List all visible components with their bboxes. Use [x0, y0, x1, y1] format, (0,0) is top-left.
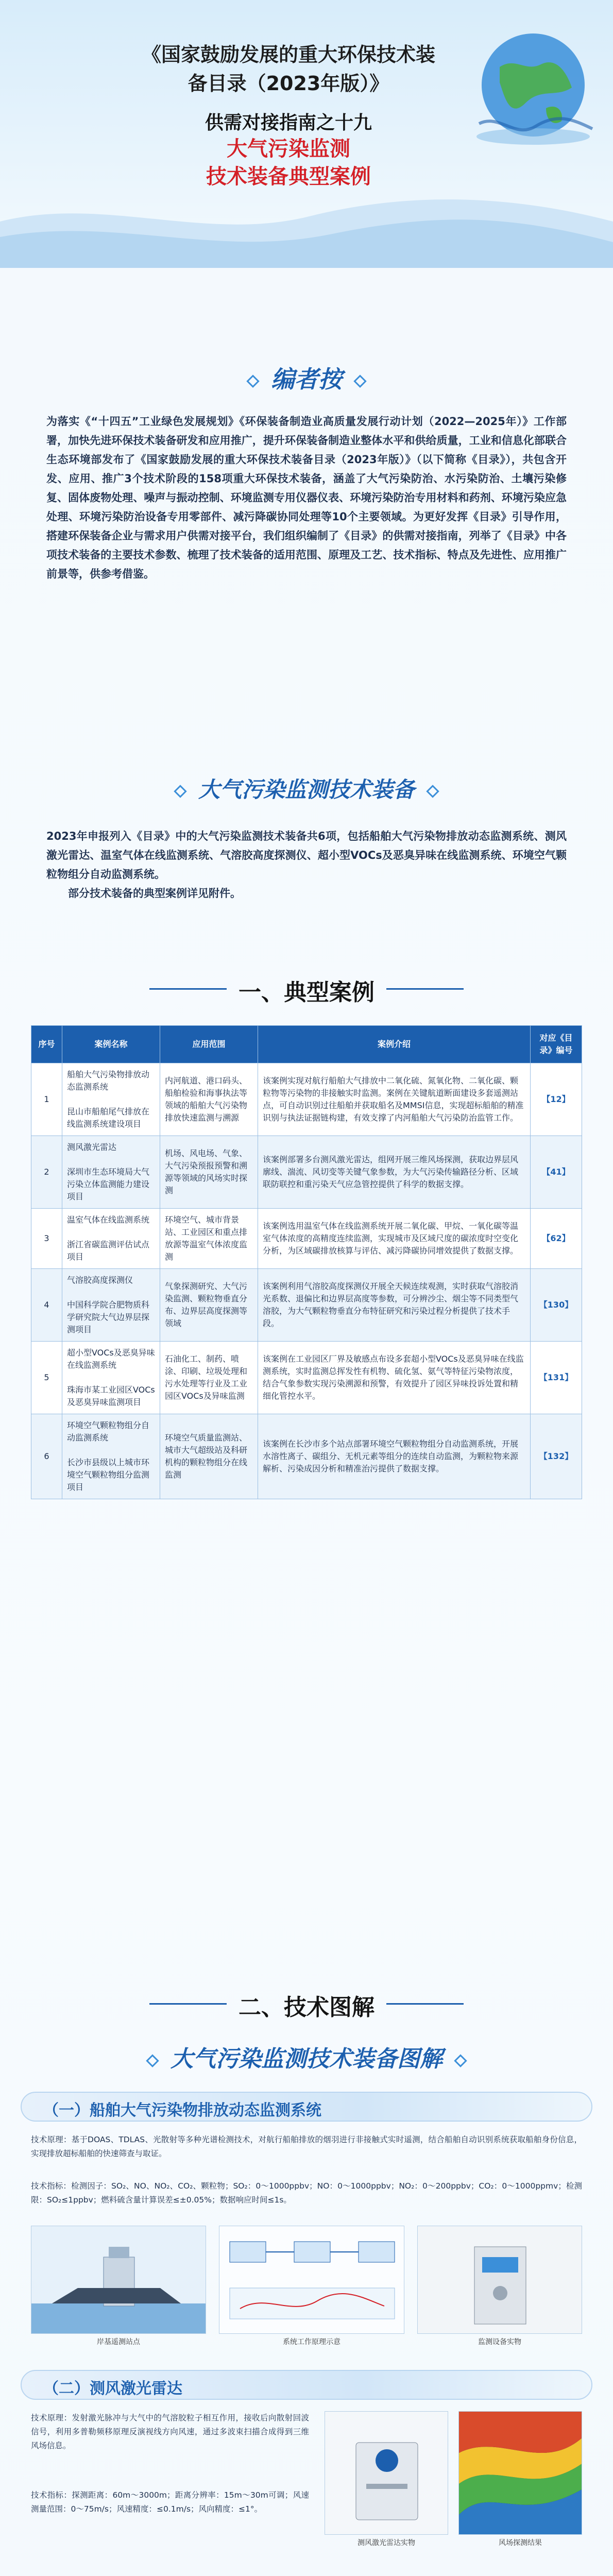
part1-heading: 一、典型案例 — [239, 979, 374, 1006]
table-row — [31, 1269, 582, 1342]
col-header: 案例名称 — [62, 1026, 160, 1063]
row-number: 1 — [31, 1063, 62, 1136]
table-row — [31, 1063, 582, 1136]
col-header: 对应《目录》编号 — [531, 1026, 582, 1063]
table-row — [31, 1209, 582, 1269]
application-scope: 石油化工、制药、喷涂、印刷、垃圾处理和污水处理等行业及工业园区VOCs及异味监测 — [160, 1342, 258, 1414]
application-scope: 环境空气质量监测站、城市大气超级站及科研机构的颗粒物组分在线监测 — [160, 1414, 258, 1499]
application-scope: 内河航道、港口码头、船舶检验和海事执法等领域的船舶大气污染物排放快速监测与溯源 — [160, 1063, 258, 1136]
tech-intro-paragraph-2: 部分技术装备的典型案例详见附件。 — [68, 887, 241, 900]
case-introduction: 该案例实现对航行船舶大气排放中二氧化硫、氮氧化物、二氧化碳、颗粒物等污染物的非接触实时监测。案例在关键航道断面建设多套遥测站点，可自动识别过往船舶并获取船名及MMSI信息，实现超标船舶的精准识别与执法证据链构建，有效支撑了内河船舶大气污染防治监管工作。 — [258, 1063, 531, 1136]
section-2-bar — [21, 2370, 592, 2400]
section-2-image-2 — [458, 2411, 582, 2535]
section-1-specs: 技术指标：检测因子：SO₂、NO、NO₂、CO₂、颗粒物；SO₂：0～1000ppbv；NO：0～1000ppbv；NO₂：0～200ppbv；CO₂：0～1000ppmv；检测限：SO₂≤1ppbv；燃料硫含量计算误差≤±0.05%；数据响应时间≤1s。 — [31, 2181, 582, 2205]
section-1-image-2 — [219, 2226, 404, 2334]
table-row — [31, 1414, 582, 1499]
section-2-specs: 技术指标：探测距离：60m～3000m；距离分辨率：15m～30m可调；风速测量范围：0～75m/s；风速精度：≤0.1m/s；风向精度：≤1°。 — [31, 2490, 309, 2514]
row-number: 3 — [31, 1209, 62, 1269]
diamond-icon — [174, 785, 186, 798]
catalog-number: 【130】 — [531, 1269, 582, 1342]
section-1-image-3 — [417, 2226, 582, 2334]
table-header-row — [31, 1026, 582, 1063]
row-number: 6 — [31, 1414, 62, 1499]
section-1-caption-1: 岸基遥测站点 — [97, 2338, 140, 2346]
case-name: 超小型VOCs及恶臭异味在线监测系统 珠海市某工业园区VOCs及恶臭异味监测项目 — [62, 1342, 160, 1414]
row-number: 2 — [31, 1136, 62, 1209]
catalog-number: 【131】 — [531, 1342, 582, 1414]
application-scope: 环境空气、城市背景站、工业园区和重点排放源等温室气体浓度监测 — [160, 1209, 258, 1269]
case-name: 船舶大气污染物排放动态监测系统 昆山市船舶尾气排放在线监测系统建设项目 — [62, 1063, 160, 1136]
divider-line — [386, 988, 464, 990]
section-number: （一） — [43, 2102, 90, 2120]
device-photo — [418, 2226, 582, 2334]
diamond-icon — [454, 2054, 467, 2067]
case-introduction: 该案例部署多台测风激光雷达，组网开展三维风场探测，获取边界层风廓线、湍流、风切变等关键气象参数，为大气污染传输路径分析、区域联防联控和重污染天气应急管控提供了科学的数据支撑。 — [258, 1136, 531, 1209]
case-table — [31, 1025, 582, 1499]
section-1-principle: 技术原理：基于DOAS、TDLAS、光散射等多种光谱检测技术，对航行船舶排放的烟羽进行非接触式实时遥测，结合船舶自动识别系统获取船舶身份信息，实现排放超标船舶的快速筛查与取证。 — [31, 2135, 582, 2158]
title-line-1: 《国家鼓励发展的重大环保技术装 — [141, 43, 435, 66]
application-scope: 机场、风电场、气象、大气污染预报预警和溯源等领域的风场实时探测 — [160, 1136, 258, 1209]
section-2-image-1 — [325, 2411, 448, 2535]
title-line-2: 备目录（2023年版）》 — [188, 72, 389, 95]
tech-intro-paragraph: 2023年申报列入《目录》中的大气污染监测技术装备共6项，包括船舶大气污染物排放动态监测系统、测风激光雷达、温室气体在线监测系统、气溶胶高度探测仪、超小型VOCs及恶臭异味在线监测系统、环境空气颗粒物组分自动监测系统。 — [46, 830, 567, 880]
station-illustration — [31, 2226, 206, 2334]
tech-diagram-caption: 大气污染监测技术装备图解 — [0, 2040, 613, 2073]
subtitle: 供需对接指南之十九 — [205, 112, 372, 133]
row-number: 5 — [31, 1342, 62, 1414]
section-title: 测风激光雷达 — [90, 2380, 182, 2398]
editor-note-text: 为落实《“十四五”工业绿色发展规划》《环保装备制造业高质量发展行动计划（2022—2025年）》工作部署，加快先进环保技术装备研发和应用推广，提升环保装备制造业整体水平和供给质量，工业和信息化部联合生态环境部发布了《国家鼓励发展的重大环保技术装备目录（2023年版）》（以下简称《目录》），共包含开发、应用、推广3个技术阶段的158项重大环保技术装备，涵盖了大气污染防治、水污染防治、土壤污染修复、固体废物处理、噪声与振动控制、环境监测专用仪器仪表、环境污染防治专用材料和药剂、环境污染应急处理、环境污染防治设备专用零部件、减污降碳协同处理等10个主要领域。为更好发挥《目录》引导作用，搭建环保装备企业与需求用户供需对接平台，我们组织编制了《目录》的供需对接指南，列举了《目录》中各项技术装备的主要技术参数、梳理了技术装备的适用范围、原理及工艺、技术指标、特点及先进性、应用推广前景等，供参考借鉴。 — [46, 415, 567, 580]
table-row — [31, 1136, 582, 1209]
case-introduction: 该案例利用气溶胶高度探测仪开展全天候连续观测，实时获取气溶胶消光系数、退偏比和边界层高度等参数，可分辨沙尘、烟尘等不同类型气溶胶，为大气颗粒物垂直分布特征研究和污染过程分析提供了技术手段。 — [258, 1269, 531, 1342]
section-title: 船舶大气污染物排放动态监测系统 — [90, 2102, 321, 2120]
table-row — [31, 1342, 582, 1414]
tech-intro-caption: 大气污染监测技术装备 — [0, 773, 613, 804]
section-2-caption-2: 风场探测结果 — [499, 2539, 542, 2547]
case-name: 气溶胶高度探测仪 中国科学院合肥物质科学研究院大气边界层探测项目 — [62, 1269, 160, 1342]
case-name: 环境空气颗粒物组分自动监测系统 长沙市县级以上城市环境空气颗粒物组分监测项目 — [62, 1414, 160, 1499]
lidar-device — [325, 2412, 448, 2535]
wind-field-map — [459, 2412, 582, 2535]
principle-diagram — [219, 2226, 404, 2334]
case-introduction: 该案例在工业园区厂界及敏感点布设多套超小型VOCs及恶臭异味在线监测系统，实时监测总挥发性有机物、硫化氢、氨气等特征污染物浓度，结合气象参数实现污染溯源和预警，有效提升了园区异味投诉处置和精细化管控水平。 — [258, 1342, 531, 1414]
col-header: 序号 — [31, 1026, 62, 1063]
section-2-principle: 技术原理：发射激光脉冲与大气中的气溶胶粒子相互作用，接收后向散射回波信号，利用多普勒频移原理反演视线方向风速，通过多波束扫描合成得到三维风场信息。 — [31, 2413, 309, 2450]
case-name: 温室气体在线监测系统 浙江省碳监测评估试点项目 — [62, 1209, 160, 1269]
red-title-line-2: 技术装备典型案例 — [206, 165, 371, 189]
main-title — [62, 40, 515, 98]
catalog-number: 【12】 — [531, 1063, 582, 1136]
catalog-number: 【132】 — [531, 1414, 582, 1499]
red-title-line-1: 大气污染监测 — [227, 137, 350, 161]
col-header: 案例介绍 — [258, 1026, 531, 1063]
hero-banner — [0, 0, 613, 268]
case-introduction: 该案例选用温室气体在线监测系统开展二氧化碳、甲烷、一氧化碳等温室气体浓度的高精度连续监测，实现城市及区域尺度的碳浓度时空变化分析，为区域碳排放核算与评估、减污降碳协同增效提供了数据支撑。 — [258, 1209, 531, 1269]
section-1-caption-2: 系统工作原理示意 — [283, 2338, 340, 2346]
catalog-number: 【41】 — [531, 1136, 582, 1209]
diamond-icon — [246, 375, 259, 387]
tech-intro-text — [46, 827, 567, 903]
editor-note-caption: 编者按 — [0, 361, 613, 395]
section-1-caption-3: 监测设备实物 — [478, 2338, 521, 2346]
divider-line — [386, 2003, 464, 2005]
section-2-caption-1: 测风激光雷达实物 — [357, 2539, 415, 2547]
diamond-icon — [146, 2054, 159, 2067]
case-name: 测风激光雷达 深圳市生态环境局大气污染立体监测能力建设项目 — [62, 1136, 160, 1209]
red-title — [62, 135, 515, 191]
section-1-image-1 — [31, 2226, 206, 2334]
part2-heading: 二、技术图解 — [239, 1994, 374, 2021]
section-1-bar — [21, 2092, 592, 2122]
row-number: 4 — [31, 1269, 62, 1342]
application-scope: 气象探测研究、大气污染监测、颗粒物垂直分布、边界层高度探测等领域 — [160, 1269, 258, 1342]
catalog-number: 【62】 — [531, 1209, 582, 1269]
case-introduction: 该案例在长沙市多个站点部署环境空气颗粒物组分自动监测系统，开展水溶性离子、碳组分、无机元素等组分的连续自动监测，为颗粒物来源解析、污染成因分析和精准治污提供了数据支撑。 — [258, 1414, 531, 1499]
diamond-icon — [426, 785, 439, 798]
diamond-icon — [353, 375, 366, 387]
section-number: （二） — [43, 2380, 90, 2398]
col-header: 应用范围 — [160, 1026, 258, 1063]
